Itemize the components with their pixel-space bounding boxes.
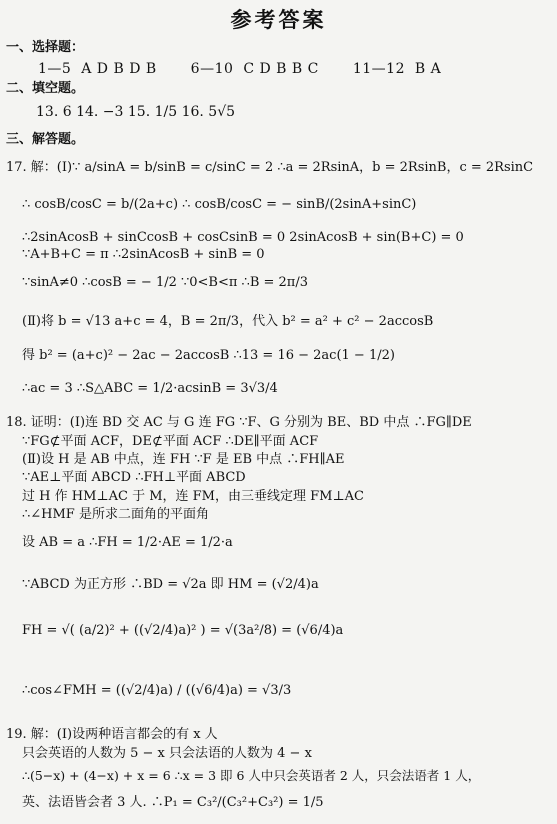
choice-group-2-answers: C D B B C <box>243 61 319 77</box>
q19-line-3: ∴(5−x) + (4−x) + x = 6 ∴x = 3 即 6 人中只会英语者 2 人，只会法语者 1 人， <box>22 768 481 783</box>
q18-line-3: (Ⅱ)设 H 是 AB 中点，连 FH ∵F 是 EB 中点 ∴FH∥AE <box>22 452 345 467</box>
section-fill-heading: 二、填空题。 <box>6 81 85 96</box>
q17-line-8: ∴ac = 3 ∴S△ABC = 1/2·acsinB = 3√3/4 <box>22 381 278 396</box>
q17-line-2: ∴ cosB/cosC = b/(2a+c) ∴ cosB/cosC = − sinB/(2sinA+sinC) <box>22 197 417 212</box>
q18-line-1: 18. 证明：(Ⅰ)连 BD 交 AC 与 G 连 FG ∵F、G 分别为 BE、BD 中点 ∴FG∥DE <box>6 415 472 430</box>
q18-line-4: ∵AE⊥平面 ABCD ∴FH⊥平面 ABCD <box>22 470 246 485</box>
q17-line-5: ∵sinA≠0 ∴cosB = − 1/2 ∵0<B<π ∴B = 2π/3 <box>22 275 308 290</box>
choice-group-1-range: 1—5 <box>38 61 72 77</box>
q19-line-4: 英、法语皆会者 3 人. ∴P₁ = C₃²/(C₃²+C₃²) = 1/5 <box>22 795 324 810</box>
fill-answers-row: 13. 6 14. −3 15. 1/5 16. 5√5 <box>36 104 236 120</box>
q18-line-2: ∵FG⊄平面 ACF，DE⊄平面 ACF ∴DE∥平面 ACF <box>22 434 319 449</box>
q18-line-7: 设 AB = a ∴FH = 1/2·AE = 1/2·a <box>22 535 233 550</box>
q17-line-6: (Ⅱ)将 b = √13 a+c = 4，B = 2π/3，代入 b² = a² + c² − 2accosB <box>22 314 434 329</box>
section-solution-heading: 三、解答题。 <box>6 132 85 147</box>
q18-line-10: ∴cos∠FMH = ((√2/4)a) / ((√6/4)a) = √3/3 <box>22 683 292 698</box>
q17-line-3: ∴2sinAcosB + sinCcosB + cosCsinB = 0 2sinAcosB + sin(B+C) = 0 <box>22 230 464 245</box>
choice-group-1-answers: A D B D B <box>81 61 157 77</box>
choice-group-2-range: 6—10 <box>190 61 234 77</box>
choice-group-3-answers: B A <box>414 61 442 77</box>
q17-line-4: ∵A+B+C = π ∴2sinAcosB + sinB = 0 <box>22 247 265 262</box>
q18-line-6: ∴∠HMF 是所求二面角的平面角 <box>22 507 209 522</box>
q19-line-1: 19. 解：(Ⅰ)设两种语言都会的有 x 人 <box>6 727 218 742</box>
page-title: 参考答案 <box>230 7 327 32</box>
section-choice-heading: 一、选择题： <box>6 40 85 55</box>
q18-line-9: FH = √( (a/2)² + ((√2/4)a)² ) = √(3a²/8) = (√6/4)a <box>22 623 344 638</box>
q17-line-1: 17. 解：(Ⅰ)∵ a/sinA = b/sinB = c/sinC = 2 ∴a = 2RsinA，b = 2RsinB，c = 2RsinC <box>6 160 534 175</box>
q19-line-2: 只会英语的人数为 5 − x 只会法语的人数为 4 − x <box>22 746 312 761</box>
q17-line-7: 得 b² = (a+c)² − 2ac − 2accosB ∴13 = 16 − 2ac(1 − 1/2) <box>22 348 395 363</box>
q18-line-8: ∵ABCD 为正方形 ∴BD = √2a 即 HM = (√2/4)a <box>22 577 319 592</box>
choice-answers-row <box>38 61 441 77</box>
choice-group-3-range: 11—12 <box>352 61 405 77</box>
q18-line-5: 过 H 作 HM⊥AC 于 M，连 FM，由三垂线定理 FM⊥AC <box>22 489 365 504</box>
